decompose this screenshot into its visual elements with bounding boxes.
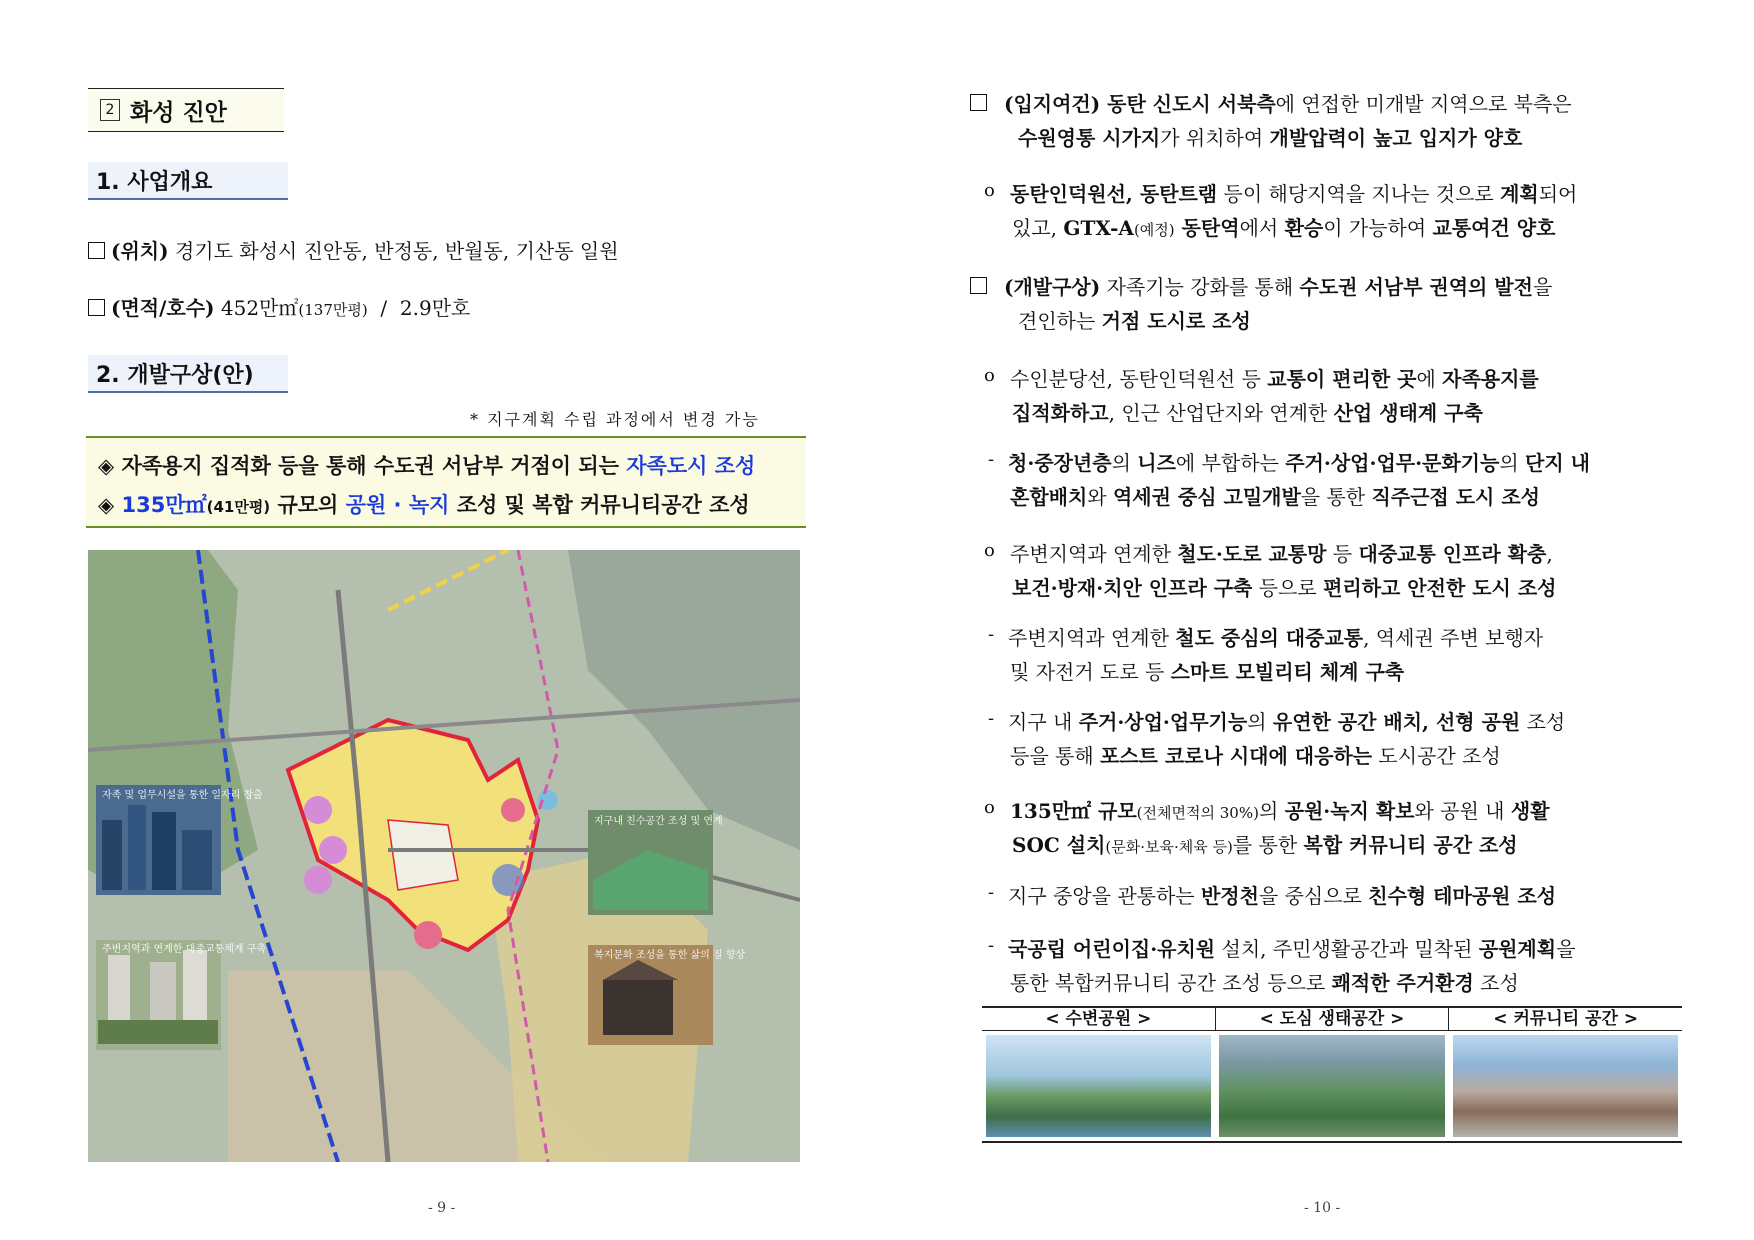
body-text-segment: 조성 <box>1520 710 1566 734</box>
body-text-segment: 을 <box>1556 937 1576 961</box>
development-plan-map <box>88 550 800 1162</box>
body-line <box>1018 122 1522 151</box>
body-line <box>1012 829 1518 858</box>
body-text-segment: 생활 <box>1510 799 1550 823</box>
body-text-segment: 가 위치하여 <box>1160 126 1270 150</box>
body-text-segment: 등이 해당지역을 지나는 것으로 <box>1217 182 1501 206</box>
body-text-segment: 혼합배치 <box>1010 485 1088 509</box>
section-title <box>88 88 284 132</box>
body-text-segment: 에서 <box>1239 216 1285 240</box>
map-callout-jobs: 자족 및 업무시설을 통한 일자리 창출 <box>102 790 263 801</box>
body-text-segment: 를 통한 <box>1232 833 1304 857</box>
page-number-right: - 10 - <box>1304 1200 1341 1216</box>
body-text-segment: 공원·녹지 확보 <box>1284 799 1415 823</box>
dash-bullet-icon: - <box>988 624 995 645</box>
body-text-segment: 유연한 공간 배치, 선형 공원 <box>1272 710 1521 734</box>
body-text-segment: , <box>1546 542 1553 566</box>
dash-bullet-icon: - <box>988 935 995 956</box>
body-text-segment: 포스트 코로나 시대에 대응하는 <box>1100 744 1373 768</box>
body-text-segment: 동탄역 <box>1174 216 1240 240</box>
body-text-segment: 직주근접 도시 조성 <box>1371 485 1540 509</box>
body-text-segment: 개발압력이 높고 입지가 양호 <box>1269 126 1523 150</box>
body-line <box>1018 305 1251 334</box>
body-line <box>1010 656 1404 685</box>
body-text-segment: 집적화하고 <box>1012 401 1109 425</box>
body-text-segment: 와 공원 내 <box>1414 799 1511 823</box>
body-text-segment: 135만㎡ 규모 <box>1010 799 1137 823</box>
dash-bullet-icon: - <box>988 882 995 903</box>
heading-overview: 1. 사업개요 <box>88 162 288 200</box>
body-text-segment: 수원영통 시가지 <box>1018 126 1161 150</box>
area-label: (면적/호수) <box>111 296 215 320</box>
checkbox-square-icon <box>88 299 105 316</box>
body-text-segment: 대중교통 인프라 확충 <box>1358 542 1547 566</box>
location-line <box>88 235 619 264</box>
body-line <box>1010 740 1501 769</box>
body-line <box>1010 967 1519 996</box>
body-text-segment: 동탄 신도시 서북측 <box>1100 92 1276 116</box>
body-text-segment: 및 자전거 도로 등 <box>1010 660 1171 684</box>
checkbox-square-icon <box>970 94 987 111</box>
body-text-segment: 국공립 어린이집·유치원 <box>1008 937 1216 961</box>
body-text-segment: 수인분당선, 동탄인덕원선 등 <box>1010 367 1268 391</box>
map-callout-transit: 주변지역과 연계한 대중교통체계 구축 <box>102 944 267 955</box>
checkbox-square-icon <box>88 242 105 259</box>
body-text-segment: 을 중심으로 <box>1258 884 1369 908</box>
body-text-segment: (문화·보육·체육 등) <box>1105 838 1233 856</box>
body-text-segment: 반정천 <box>1200 884 1259 908</box>
circle-bullet-icon: o <box>984 540 995 561</box>
area-sep: / <box>380 296 388 320</box>
section-title-text: 화성 진안 <box>130 99 227 126</box>
body-text-segment: 주거·상업·업무기능 <box>1078 710 1248 734</box>
caption-waterfront-park: < 수변공원 > <box>982 1008 1216 1030</box>
body-line <box>1012 397 1483 426</box>
body-text-segment: 교통이 편리한 곳 <box>1267 367 1417 391</box>
page-number-left: - 9 - <box>428 1200 456 1216</box>
body-text-segment: 주변지역과 연계한 <box>1008 626 1176 650</box>
circle-bullet-icon: o <box>984 180 995 201</box>
body-text-segment: 자족용지를 <box>1442 367 1539 391</box>
body-text-segment: (개발구상) <box>1004 275 1101 299</box>
body-text-segment: 등을 통해 <box>1010 744 1100 768</box>
body-text-segment: , 인근 산업단지와 연계한 <box>1108 401 1334 425</box>
note: * 지구계획 수립 과정에서 변경 가능 <box>470 410 760 429</box>
body-text-segment: 등으로 <box>1252 576 1324 600</box>
body-text-segment: 수도권 서남부 권역의 발전 <box>1299 275 1533 299</box>
summary-row-2: ◈ 135만㎡(41만평) 규모의 공원 · 녹지 조성 및 복합 커뮤니티공간 조성 <box>98 493 750 517</box>
body-text-segment: (예정) <box>1133 221 1175 239</box>
body-line <box>1008 706 1565 735</box>
body-line <box>1010 178 1577 207</box>
body-text-segment: 되어 <box>1538 182 1578 206</box>
body-text-segment: 환승 <box>1284 216 1324 240</box>
body-line <box>1004 271 1552 300</box>
summary-row-1: ◈ 자족용지 집적화 등을 통해 수도권 서남부 거점이 되는 자족도시 조성 <box>98 454 756 478</box>
circle-bullet-icon: o <box>984 797 995 818</box>
body-text-segment: (전체면적의 30%) <box>1136 804 1259 822</box>
body-text-segment: 보건·방재·치안 인프라 구축 <box>1012 576 1253 600</box>
body-text-segment: 단지 내 <box>1525 451 1590 475</box>
body-text-segment: 지구 내 <box>1008 710 1079 734</box>
body-text-segment: 자족기능 강화를 통해 <box>1100 275 1300 299</box>
body-text-segment: 조성 <box>1473 971 1519 995</box>
photo-captions-table <box>982 1006 1682 1143</box>
body-text-segment: 견인하는 <box>1018 309 1102 333</box>
body-text-segment: 이 가능하여 <box>1323 216 1433 240</box>
body-text-segment: 도시공간 조성 <box>1372 744 1501 768</box>
body-line <box>1012 212 1555 241</box>
body-text-segment: 철도·도로 교통망 <box>1177 542 1327 566</box>
circle-bullet-icon: o <box>984 365 995 386</box>
area-units: 2.9만호 <box>399 296 471 320</box>
map-graphic <box>88 550 800 1162</box>
body-text-segment: 동탄인덕원선, 동탄트램 <box>1010 182 1218 206</box>
body-text-segment: 산업 생태계 구축 <box>1333 401 1483 425</box>
body-text-segment: 의 <box>1111 451 1138 475</box>
map-callout-welfare: 복지문화 조성을 통한 삶의 질 향상 <box>594 950 746 961</box>
body-text-segment: 친수형 테마공원 조성 <box>1368 884 1557 908</box>
dash-bullet-icon: - <box>988 708 995 729</box>
body-line <box>1012 572 1556 601</box>
body-text-segment: 있고, <box>1012 216 1064 240</box>
photo-urban-ecology <box>1219 1035 1444 1137</box>
photo-community-space <box>1453 1035 1678 1137</box>
body-text-segment: SOC 설치 <box>1012 833 1106 857</box>
body-text-segment: 을 통한 <box>1300 485 1372 509</box>
location-text: 경기도 화성시 진안동, 반정동, 반월동, 기산동 일원 <box>174 239 619 263</box>
body-text-segment: 청·중장년층 <box>1008 451 1112 475</box>
heading-plan: 2. 개발구상(안) <box>88 355 288 393</box>
body-text-segment: 의 <box>1499 451 1526 475</box>
area-sub: (137만평) <box>298 301 368 319</box>
body-text-segment: 주거·상업·업무·문화기능 <box>1285 451 1500 475</box>
body-text-segment: 거점 도시로 조성 <box>1101 309 1251 333</box>
body-text-segment: 교통여건 양호 <box>1432 216 1556 240</box>
body-line <box>1010 481 1540 510</box>
body-line <box>1008 880 1556 909</box>
body-text-segment: 등 <box>1326 542 1359 566</box>
body-text-segment: 통한 복합커뮤니티 공간 조성 등으로 <box>1010 971 1332 995</box>
body-line <box>1004 88 1572 117</box>
body-text-segment: (입지여건) <box>1004 92 1101 116</box>
area-line <box>88 292 470 321</box>
body-text-segment: 지구 중앙을 관통하는 <box>1008 884 1201 908</box>
body-text-segment: GTX-A <box>1063 216 1134 240</box>
caption-community-space: < 커뮤니티 공간 > <box>1493 1009 1639 1029</box>
body-line <box>1010 538 1553 567</box>
body-text-segment: 에 연접한 미개발 지역으로 북측은 <box>1275 92 1572 116</box>
body-text-segment: 에 부합하는 <box>1175 451 1286 475</box>
body-text-segment: 철도 중심의 대중교통 <box>1175 626 1364 650</box>
body-text-segment: 계획 <box>1500 182 1539 206</box>
body-line <box>1008 447 1590 476</box>
body-text-segment: 니즈 <box>1137 451 1176 475</box>
body-text-segment: 편리하고 안전한 도시 조성 <box>1323 576 1557 600</box>
body-line <box>1010 795 1549 824</box>
body-line <box>1008 622 1543 651</box>
body-text-segment: 설치, 주민생활공간과 밀착된 <box>1215 937 1479 961</box>
body-text-segment: 쾌적한 주거환경 <box>1331 971 1474 995</box>
body-text-segment: , 역세권 주변 보행자 <box>1363 626 1544 650</box>
body-text-segment: 주변지역과 연계한 <box>1010 542 1178 566</box>
checkbox-square-icon <box>970 277 987 294</box>
body-text-segment: 의 <box>1258 799 1285 823</box>
caption-urban-ecology: < 도심 생태공간 > <box>1216 1008 1450 1030</box>
dash-bullet-icon: - <box>988 449 995 470</box>
section-number: 2 <box>100 99 120 121</box>
body-line <box>1008 933 1575 962</box>
body-text-segment: 에 <box>1416 367 1443 391</box>
summary-box <box>86 436 806 528</box>
area-value: 452만㎡ <box>220 296 299 320</box>
body-text-segment: 의 <box>1247 710 1273 734</box>
body-text-segment: 와 <box>1087 485 1113 509</box>
location-label: (위치) <box>111 239 169 263</box>
body-text-segment: 역세권 중심 고밀개발 <box>1112 485 1301 509</box>
map-callout-water: 지구내 친수공간 조성 및 연계 <box>594 816 723 827</box>
body-text-segment: 복합 커뮤니티 공간 조성 <box>1303 833 1518 857</box>
body-text-segment: 을 <box>1532 275 1553 299</box>
photo-waterfront-park <box>986 1035 1211 1137</box>
body-text-segment: 스마트 모빌리티 체계 구축 <box>1170 660 1405 684</box>
body-text-segment: 공원계획 <box>1478 937 1557 961</box>
body-line <box>1010 363 1539 392</box>
